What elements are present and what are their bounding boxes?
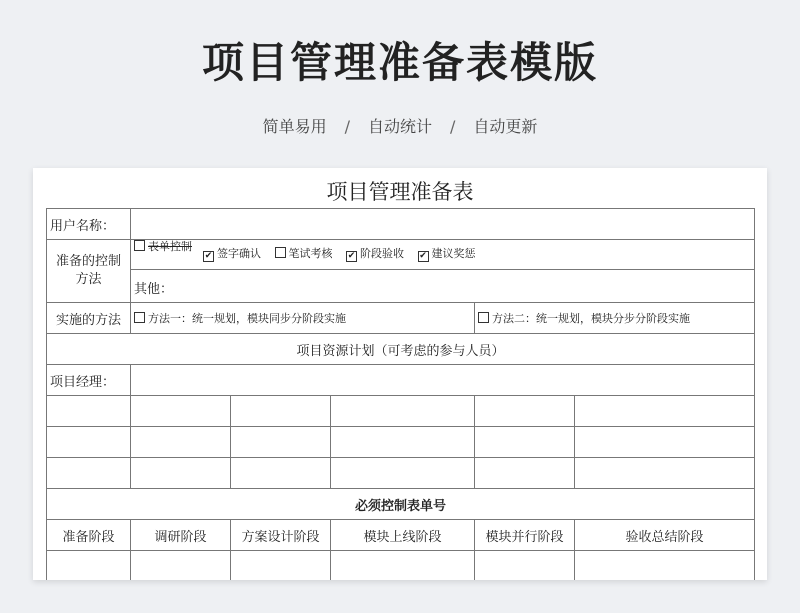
preparation-table — [46, 208, 755, 580]
option-reward-penalty[interactable] — [418, 247, 476, 260]
resource-cell[interactable] — [575, 427, 755, 458]
tag-auto-stats: 自动统计 — [367, 117, 432, 136]
checkbox-icon — [478, 312, 489, 323]
checkbox-icon — [134, 240, 145, 251]
resource-cell[interactable] — [47, 427, 131, 458]
checkbox-checked-icon: ✔ — [204, 251, 213, 261]
impl-option-2[interactable] — [475, 303, 755, 334]
project-manager-field[interactable] — [131, 365, 755, 396]
form-number-cell[interactable] — [47, 551, 131, 581]
checkbox-icon — [134, 312, 145, 323]
resource-cell[interactable] — [231, 427, 331, 458]
project-manager-label: 项目经理： — [47, 365, 131, 396]
resource-cell[interactable] — [331, 427, 475, 458]
form-number-cell[interactable] — [331, 551, 475, 581]
feature-tags — [0, 114, 800, 137]
resource-plan-heading: 项目资源计划（可考虑的参与人员） — [47, 334, 755, 365]
resource-cell[interactable] — [131, 427, 231, 458]
checkbox-checked-icon: ✔ — [419, 251, 427, 261]
resource-cell[interactable] — [575, 458, 755, 489]
stage-acceptance: 验收总结阶段 — [575, 520, 755, 551]
form-title: 项目管理准备表 — [326, 180, 474, 204]
user-name-label: 用户名称： — [47, 209, 131, 240]
required-forms-heading: 必须控制表单号 — [47, 489, 755, 520]
other-label: 其他： — [134, 282, 174, 297]
form-number-cell[interactable] — [231, 551, 331, 581]
resource-cell[interactable] — [131, 458, 231, 489]
option-sign-confirm[interactable] — [203, 247, 261, 260]
tag-separator: / — [344, 117, 350, 136]
stage-launch: 模块上线阶段 — [331, 520, 475, 551]
control-method-cell — [131, 240, 755, 303]
stage-prepare: 准备阶段 — [47, 520, 131, 551]
option-label: 签字确认 — [217, 247, 261, 260]
option-stage-acceptance[interactable] — [346, 247, 404, 260]
checkbox-icon — [275, 247, 286, 258]
option-label: 建议奖惩 — [431, 247, 476, 260]
form-number-cell[interactable] — [131, 551, 231, 581]
impl-option-2-label: 方法二：统一规划，模块分步分阶段实施 — [492, 312, 690, 325]
resource-cell[interactable] — [331, 458, 475, 489]
form-number-cell[interactable] — [475, 551, 575, 581]
resource-cell[interactable] — [47, 458, 131, 489]
tag-easy: 简单易用 — [262, 117, 327, 136]
divider — [131, 269, 754, 270]
tag-auto-update: 自动更新 — [473, 117, 538, 136]
option-label: 阶段验收 — [360, 247, 404, 260]
resource-cell[interactable] — [331, 396, 475, 427]
control-method-label: 准备的控制方法 — [47, 240, 131, 303]
stage-research: 调研阶段 — [131, 520, 231, 551]
control-form-option[interactable] — [134, 240, 192, 255]
user-name-field[interactable] — [131, 209, 755, 240]
resource-cell[interactable] — [475, 458, 575, 489]
resource-cell[interactable] — [475, 396, 575, 427]
impl-option-1[interactable] — [131, 303, 475, 334]
control-options — [203, 245, 486, 262]
option-label: 笔试考核 — [288, 247, 333, 260]
resource-cell[interactable] — [47, 396, 131, 427]
resource-cell[interactable] — [131, 396, 231, 427]
page-title: 项目管理准备表模版 — [201, 38, 598, 87]
stage-design: 方案设计阶段 — [231, 520, 331, 551]
stage-parallel: 模块并行阶段 — [475, 520, 575, 551]
checkbox-checked-icon: ✔ — [347, 251, 356, 261]
option-written-exam[interactable] — [275, 247, 333, 260]
resource-cell[interactable] — [575, 396, 755, 427]
resource-cell[interactable] — [231, 458, 331, 489]
form-sheet — [33, 168, 767, 580]
control-form-label: 表单控制 — [148, 240, 192, 253]
impl-option-1-label: 方法一：统一规划，模块同步分阶段实施 — [148, 312, 346, 325]
tag-separator: / — [450, 117, 456, 136]
resource-cell[interactable] — [231, 396, 331, 427]
resource-cell[interactable] — [475, 427, 575, 458]
impl-method-label: 实施的方法 — [47, 303, 131, 334]
form-number-cell[interactable] — [575, 551, 755, 581]
